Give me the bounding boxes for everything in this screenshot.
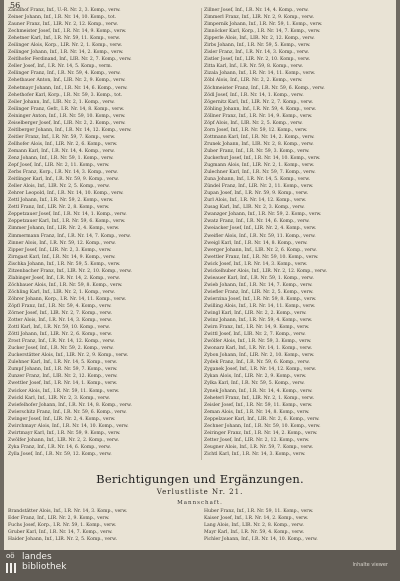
list-entry: Zimmer Johann, Inf., LIR. Nr. 2, 4. Komp., verw. — [8, 226, 120, 232]
list-entry: Haider Johann, Inf., LIR. Nr. 2, 5. Komp., verw. — [8, 537, 118, 542]
list-entry: Zorn Josef, Inf., I.R. Nr. 59, 12. Komp., verw. — [204, 127, 308, 133]
list-entry: Zuckerhut Josef, Inf., I.R. Nr. 14, 10. Komp., verw. — [204, 155, 321, 161]
list-entry: Gruber Karl, Inf., I.R. Nr. 14, 7. Komp., verw. — [8, 530, 113, 535]
list-entry: Zeilinger Franz, Gefr., I.R. Nr. 14, 8. Komp., verw. — [8, 106, 125, 112]
list-entry: Zörner Josef, Inf., LIR. Nr. 2, 7. Komp., verw. — [8, 311, 112, 317]
list-entry: Zichtl Karl, Inf., I.R. Nr. 14, 3. Komp., verw. — [204, 451, 306, 457]
list-entry: Zödl Josef, Inf., I.R. Nr. 14, 1. Komp., verw. — [204, 92, 304, 98]
list-entry: Zweifler Alois, Inf., I.R. Nr. 59, 11. Komp., verw. — [204, 233, 316, 239]
list-entry: Zipperle Alois, Inf., LIR. Nr. 2, 12. Komp., verw. — [204, 36, 315, 42]
list-entry: Zulehner Karl, Inf., I.R. Nr. 14, 5. Komp., verw. — [8, 360, 118, 366]
left-column — [8, 7, 196, 458]
list-entry: Zenz Johann, Inf., I.R. Nr. 59, 1. Komp., verw. — [8, 155, 114, 161]
list-entry: Zyka Franz, Inf., I.R. Nr. 14, 6. Komp., verw. — [8, 444, 111, 450]
list-entry: Zrunek Johann, Inf., LIR. Nr. 2, 8. Komp., verw. — [204, 141, 314, 147]
list-entry: Zottmann Karl, Inf., I.R. Nr. 14, 2. Komp., verw. — [204, 134, 315, 140]
list-entry: Zurl Alois, Inf., I.R. Nr. 14, 12. Komp., verw. — [204, 198, 307, 204]
list-entry: Zwilling Alois, Inf., I.R. Nr. 14, 11. Komp., verw. — [204, 303, 316, 309]
section-label: Mannschaft. — [177, 500, 223, 506]
list-entry: Zybon Johann, Inf., LIR. Nr. 2, 10. Komp., verw. — [204, 353, 315, 359]
list-entry: Zwinger Josef, Inf., LIR. Nr. 2, 4. Komp., verw. — [8, 416, 116, 422]
list-entry: Zeller Alois, Inf., LIR. Nr. 2, 5. Komp., verw. — [8, 184, 110, 190]
document-page — [4, 0, 396, 550]
list-entry: Zeitlinger Karl, Inf., I.R. Nr. 59, 9. Komp., verw. — [8, 177, 119, 183]
list-entry: Zuna Johann, Inf., I.R. Nr. 14, 5. Komp., verw. — [204, 177, 311, 183]
list-entry: Zunzer Franz, Inf., LIR. Nr. 2, 12. Komp., verw. — [8, 374, 118, 380]
corrections-left-column — [8, 508, 196, 543]
list-entry: Zwölfer Johann, Inf., LIR. Nr. 2, 2. Komp., verw. — [8, 437, 119, 443]
logo-text-bibliothek: bibliothek — [22, 562, 67, 572]
list-entry: Zechmeister Josef, Inf., I.R. Nr. 14, 9. Komp., verw. — [8, 29, 127, 35]
list-entry: Zetter Josef, Inf., LIR. Nr. 2, 12. Komp., verw. — [204, 437, 310, 443]
list-entry: Zeppetzauer Karl, Inf., I.R. Nr. 59, 6. Komp., verw. — [8, 219, 126, 225]
list-entry: Zrost Franz, Inf., I.R. Nr. 14, 12. Komp., verw. — [8, 339, 115, 345]
list-entry: Zögernitz Karl, Inf., LIR. Nr. 2, 7. Komp., verw. — [204, 99, 314, 105]
list-entry: Zwettler Josef, Inf., I.R. Nr. 14, 1. Komp., verw. — [8, 381, 118, 387]
logo-prefix: oö — [6, 552, 15, 560]
list-entry: Zehetmayr Johann, Inf., I.R. Nr. 14, 6. Komp., verw. — [8, 85, 128, 91]
list-entry: Zusag Karl, Inf., LIR. Nr. 2, 3. Komp., verw. — [204, 205, 305, 211]
list-entry: Zwinz Johann, Inf., I.R. Nr. 59, 4. Komp., verw. — [204, 318, 313, 324]
list-entry: Zerbs Franz, Korp., I.R. Nr. 14, 3. Komp., verw. — [8, 170, 118, 176]
list-entry: Zeiselberger Josef, Inf., LIR. Nr. 2, 2. Komp., verw. — [8, 120, 126, 126]
list-entry: Zucker Josef, Inf., I.R. Nr. 59, 2. Komp., verw. — [8, 346, 114, 352]
list-entry: Pichler Johann, Inf., I.R. Nr. 14, 10. Komp., verw. — [204, 537, 318, 542]
list-entry: Eder Franz, Inf., LIR. Nr. 2, 9. Komp., verw. — [8, 516, 110, 521]
list-entry: Zwettler Franz, Inf., I.R. Nr. 59, 10. Komp., verw. — [204, 254, 319, 260]
list-entry: Zweiacker Josef, Inf., LIR. Nr. 2, 4. Komp., verw. — [204, 226, 317, 232]
list-entry: Zotter Alois, Inf., I.R. Nr. 14, 3. Komp., verw. — [8, 318, 113, 324]
list-entry: Zeppelzauer Karl, Inf., LIR. Nr. 2, 6. Komp., verw. — [204, 416, 320, 422]
list-entry: Zöhrer Johann, Korp., I.R. Nr. 14, 11. Komp., verw. — [8, 296, 127, 302]
list-entry: Zinnöcker Karl, Korp., I.R. Nr. 14, 7. Komp., verw. — [204, 29, 321, 35]
list-entry: Mayr Karl, Inf., I.R. Nr. 59, 4. Komp., verw. — [204, 530, 305, 535]
list-entry: Zepf Josef, Inf., LIR. Nr. 2, 11. Komp., verw. — [8, 163, 110, 169]
list-entry: Zöchbauer Alois, Inf., I.R. Nr. 59, 8. Komp., verw. — [8, 282, 123, 288]
list-entry: Zupan Josef, Inf., I.R. Nr. 59, 9. Komp., verw. — [204, 191, 309, 197]
list-entry: Zimmerl Franz, Inf., LIR. Nr. 2, 9. Komp., verw. — [204, 15, 314, 21]
list-entry: Zwirn Franz, Inf., I.R. Nr. 14, 9. Komp., verw. — [204, 325, 310, 331]
list-entry: Zöchmeister Franz, Inf., I.R. Nr. 59, 6. Komp., verw. — [204, 85, 325, 91]
list-entry: Kaiser Josef, Inf., I.R. Nr. 14, 2. Komp., verw. — [204, 516, 309, 521]
list-entry: Zöpfl Franz, Inf., I.R. Nr. 59, 4. Komp., verw. — [8, 303, 112, 309]
list-entry: Zwick Josef, Inf., I.R. Nr. 14, 3. Komp., verw. — [204, 261, 308, 267]
list-entry: Brandstätter Alois, Inf., I.R. Nr. 14, 3. Komp., verw. — [8, 509, 128, 514]
list-entry: Zehetner Karl, Inf., I.R. Nr. 59, 11. Komp., verw. — [8, 36, 121, 42]
list-entry: Zugmann Alois, Inf., LIR. Nr. 2, 1. Komp., verw. — [204, 163, 315, 169]
list-entry: Zwierschitz Franz, Inf., I.R. Nr. 59, 6. Komp., verw. — [8, 409, 127, 415]
list-entry: Zipper Josef, Inf., LIR. Nr. 2, 3. Komp., verw. — [8, 247, 112, 253]
list-entry: Zumpf Johann, Inf., I.R. Nr. 59, 7. Komp., verw. — [8, 367, 118, 373]
list-entry: Zeitlberger Johann, Inf., I.R. Nr. 14, 12. Komp., verw. — [8, 127, 132, 133]
list-entry: Zeitler Franz, Inf., I.R. Nr. 59, 7. Komp., verw. — [8, 134, 116, 140]
list-entry: Zöhling Johann, Inf., I.R. Nr. 59, 4. Komp., verw. — [204, 106, 317, 112]
list-entry: Zwicker Alois, Inf., I.R. Nr. 59, 11. Komp., verw. — [8, 388, 120, 394]
logo-bars-icon — [6, 563, 18, 573]
list-entry: Zettl Johann, Inf., I.R. Nr. 59, 2. Komp., verw. — [8, 198, 114, 204]
list-entry: Zeininger Anton, Inf., I.R. Nr. 59, 10. Komp., verw. — [8, 113, 126, 119]
list-entry: Zeller Josef, Inf., I.R. Nr. 14, 5. Komp., verm. — [8, 64, 113, 70]
list-entry: Huber Franz, Inf., I.R. Nr. 59, 11. Komp., verw. — [204, 509, 314, 514]
list-entry: Zuckerstätter Alois, Inf., LIR. Nr. 2, 9. Komp., verw. — [8, 353, 129, 359]
list-entry: Zwatz Franz, Inf., I.R. Nr. 14, 6. Komp., verw. — [204, 219, 310, 225]
list-entry: Zöbl Alois, Inf., LIR. Nr. 2, 2. Komp., verw. — [204, 78, 303, 84]
corrections-title: Berichtigungen und Ergänzungen. — [96, 472, 304, 486]
list-entry: Zylka Karl, Inf., I.R. Nr. 59, 5. Komp., verw. — [204, 381, 305, 387]
list-entry: Zottl Karl, Inf., I.R. Nr. 59, 10. Komp., verw. — [8, 325, 110, 331]
list-entry: Zeheterl Franz, Inf., LIR. Nr. 2, 1. Komp., verw. — [204, 395, 315, 401]
list-entry: Zauner Franz, Inf., LIR. Nr. 2, 12. Komp., verw. — [8, 22, 118, 28]
library-logo[interactable] — [6, 552, 76, 578]
list-entry: Zellhofer Alois, Inf., LIR. Nr. 2, 6. Komp., verw. — [8, 141, 118, 147]
list-entry: Fuchs Josef, Korp., I.R. Nr. 59, 1. Komp., verw. — [8, 523, 117, 528]
list-entry: Zizala Johann, Inf., I.R. Nr. 14, 11. Komp., verw. — [204, 71, 316, 77]
logo-text-landes: landes — [22, 552, 52, 562]
list-entry: Zeilinger Alois, Korp., LIR. Nr. 2, 1. Komp., verw. — [8, 43, 123, 49]
list-entry: Zeppetzauer Josef, Inf., I.R. Nr. 14, 1. Komp., verw. — [8, 212, 127, 218]
list-entry: Zitta Karl, Inf., I.R. Nr. 59, 8. Komp., verw. — [204, 64, 303, 70]
list-entry: Zistler Josef, Inf., LIR. Nr. 2, 10. Komp., verw. — [204, 57, 311, 63]
list-entry: Zirngast Karl, Inf., I.R. Nr. 14, 9. Komp., verw. — [8, 254, 116, 260]
list-entry: Zinner Alois, Inf., I.R. Nr. 59, 12. Komp., verw. — [8, 240, 116, 246]
list-entry: Zweigl Karl, Inf., I.R. Nr. 14, 8. Komp., verw. — [204, 240, 308, 246]
list-entry: Zisler Franz, Inf., I.R. Nr. 14, 3. Komp., verw. — [204, 50, 309, 56]
list-entry: Zeman Alois, Inf., I.R. Nr. 14, 8. Komp., verw. — [204, 409, 310, 415]
list-entry: Zillner Josef, Inf., I.R. Nr. 14, 4. Komp., verw. — [204, 8, 309, 13]
corrections-right-column — [204, 508, 392, 543]
list-entry: Zlabinger Josef, Inf., I.R. Nr. 14, 2. Komp., verw. — [8, 275, 120, 281]
list-entry: Zöchling Karl, Inf., LIR. Nr. 2, 1. Komp., verw. — [8, 289, 115, 295]
list-entry: Zimmermann Franz, Inf., I.R. Nr. 14, 7. Komp., verw. — [8, 233, 131, 239]
list-entry: Zandlhof Franz, Inf., U.-R. Nr. 2, 3. Komp., verw. — [8, 8, 121, 13]
list-entry: Zöpf Alois, Inf., LIR. Nr. 2, 5. Komp., verw. — [204, 120, 303, 126]
list-entry: Zydek Franz, Inf., I.R. Nr. 59, 6. Komp., verw. — [204, 360, 310, 366]
right-column — [204, 7, 392, 458]
list-entry: Zündel Franz, Inf., LIR. Nr. 2, 11. Komp., verw. — [204, 184, 314, 190]
list-entry: Zwirtmayr Karl, Inf., I.R. Nr. 59, 9. Komp., verw. — [8, 430, 121, 436]
list-entry: Zeitlhofer Ferdinand, Inf., LIR. Nr. 2, 7. Komp., verw. — [8, 57, 132, 63]
list-entry: Zwiefler Franz, Inf., LIR. Nr. 2, 5. Komp., verw. — [204, 289, 314, 295]
list-entry: Zwirchmayr Alois, Inf., I.R. Nr. 14, 10. Komp., verw. — [8, 423, 129, 429]
list-entry: Zwerger Johann, Inf., LIR. Nr. 2, 6. Komp., verw. — [204, 247, 317, 253]
list-entry: Zemann Karl, Inf., I.R. Nr. 14, 4. Komp., verw. — [8, 148, 115, 154]
list-entry: Zwonarz Karl, Inf., I.R. Nr. 14, 1. Komp., verw. — [204, 346, 313, 352]
list-entry: Zulechner Karl, Inf., I.R. Nr. 59, 7. Komp., verw. — [204, 170, 316, 176]
page-number: 56 — [10, 1, 21, 10]
list-entry: Zyganek Josef, Inf., I.R. Nr. 14, 12. Komp., verw. — [204, 367, 317, 373]
column-divider — [201, 8, 202, 460]
list-entry: Zwieb Johann, Inf., I.R. Nr. 14, 7. Komp., verw. — [204, 282, 313, 288]
list-entry: Zeisler Josef, Inf., I.R. Nr. 59, 11. Komp., verw. — [204, 402, 313, 408]
list-entry: Zeugner Alois, Inf., I.R. Nr. 59, 7. Komp., verw. — [204, 444, 314, 450]
list-entry: Zirbs Johann, Inf., I.R. Nr. 59, 5. Komp., verw. — [204, 43, 311, 49]
list-entry: Zimpernik Johann, Inf., I.R. Nr. 59, 1. Komp., verw. — [204, 22, 323, 28]
list-entry: Zeiler Johann, Inf., LIR. Nr. 2, 1. Komp., verw. — [8, 99, 115, 105]
list-entry: Zechner Johann, Inf., I.R. Nr. 59, 10. Komp., verw. — [204, 423, 321, 429]
list-entry: Zehrer Leopold, Inf., I.R. Nr. 14, 10. Komp., verw. — [8, 191, 124, 197]
list-entry: Zwieauer Karl, Inf., I.R. Nr. 59, 1. Komp., verw. — [204, 275, 314, 281]
list-entry: Zwittl Josef, Inf., LIR. Nr. 2, 7. Komp., verw. — [204, 332, 306, 338]
list-entry: Zettl Franz, Inf., LIR. Nr. 2, 8. Komp., verw. — [8, 205, 110, 211]
list-entry: Zehethofer Karl, Korp., I.R. Nr. 59, 3. Komp., tot. — [8, 92, 123, 98]
list-entry: Lang Alois, Inf., LIR. Nr. 2, 8. Komp., verw. — [204, 523, 304, 528]
list-entry: Zeiringer Franz, Inf., I.R. Nr. 14, 2. Komp., verw. — [204, 430, 318, 436]
list-entry: Zöllner Franz, Inf., I.R. Nr. 14, 9. Komp., verw. — [204, 113, 313, 119]
list-entry: Zeiner Johann, Inf., I.R. Nr. 14, 10. Komp., tot. — [8, 15, 117, 21]
list-entry: Zwölfer Alois, Inf., I.R. Nr. 59, 3. Komp., verw. — [204, 339, 312, 345]
list-entry: Zynek Johann, Inf., I.R. Nr. 14, 4. Komp., verw. — [204, 388, 313, 394]
list-entry: Zwanzger Johann, Inf., I.R. Nr. 59, 2. Komp., verw. — [204, 212, 322, 218]
list-entry: Zwingl Karl, Inf., LIR. Nr. 2, 2. Komp., verw. — [204, 311, 307, 317]
list-entry: Zöttl Johann, Inf., LIR. Nr. 2, 6. Komp., verw. — [8, 332, 113, 338]
list-entry: Zeilinger Johann, Inf., I.R. Nr. 14, 2. Komp., verw. — [8, 50, 124, 56]
list-entry: Zellinger Franz, Inf., I.R. Nr. 59, 4. Komp., verw. — [8, 71, 121, 77]
list-entry: Zylla Josef, Inf., I.R. Nr. 59, 12. Komp., verw. — [8, 451, 112, 457]
list-entry: Zischka Johann, Inf., I.R. Nr. 59, 5. Komp., verw. — [8, 261, 121, 267]
list-entry: Zwickl Karl, Inf., LIR. Nr. 2, 3. Komp., verw. — [8, 395, 110, 401]
list-entry: Zwickelhuber Alois, Inf., LIR. Nr. 2, 12. Komp., verw. — [204, 268, 327, 274]
list-entry: Zuber Franz, Inf., I.R. Nr. 59, 3. Komp., verw. — [204, 148, 310, 154]
viewer-label: Inhalte viewer — [352, 562, 388, 568]
list-entry: Zykan Alois, Inf., LIR. Nr. 2, 9. Komp., verw. — [204, 374, 307, 380]
list-entry: Zitzenbacher Franz, Inf., LIR. Nr. 2, 10. Komp., verw. — [8, 268, 132, 274]
list-label: Verlustliste Nr. 21. — [156, 488, 244, 496]
list-entry: Zwiefelhofer Johann, Inf., I.R. Nr. 14, 8. Komp., verw. — [8, 402, 132, 408]
list-entry: Zwierzina Josef, Inf., I.R. Nr. 59, 8. Komp., verw. — [204, 296, 317, 302]
list-entry: Zehetbauer Anton, Inf., LIR. Nr. 2, 9. Komp., verw. — [8, 78, 126, 84]
